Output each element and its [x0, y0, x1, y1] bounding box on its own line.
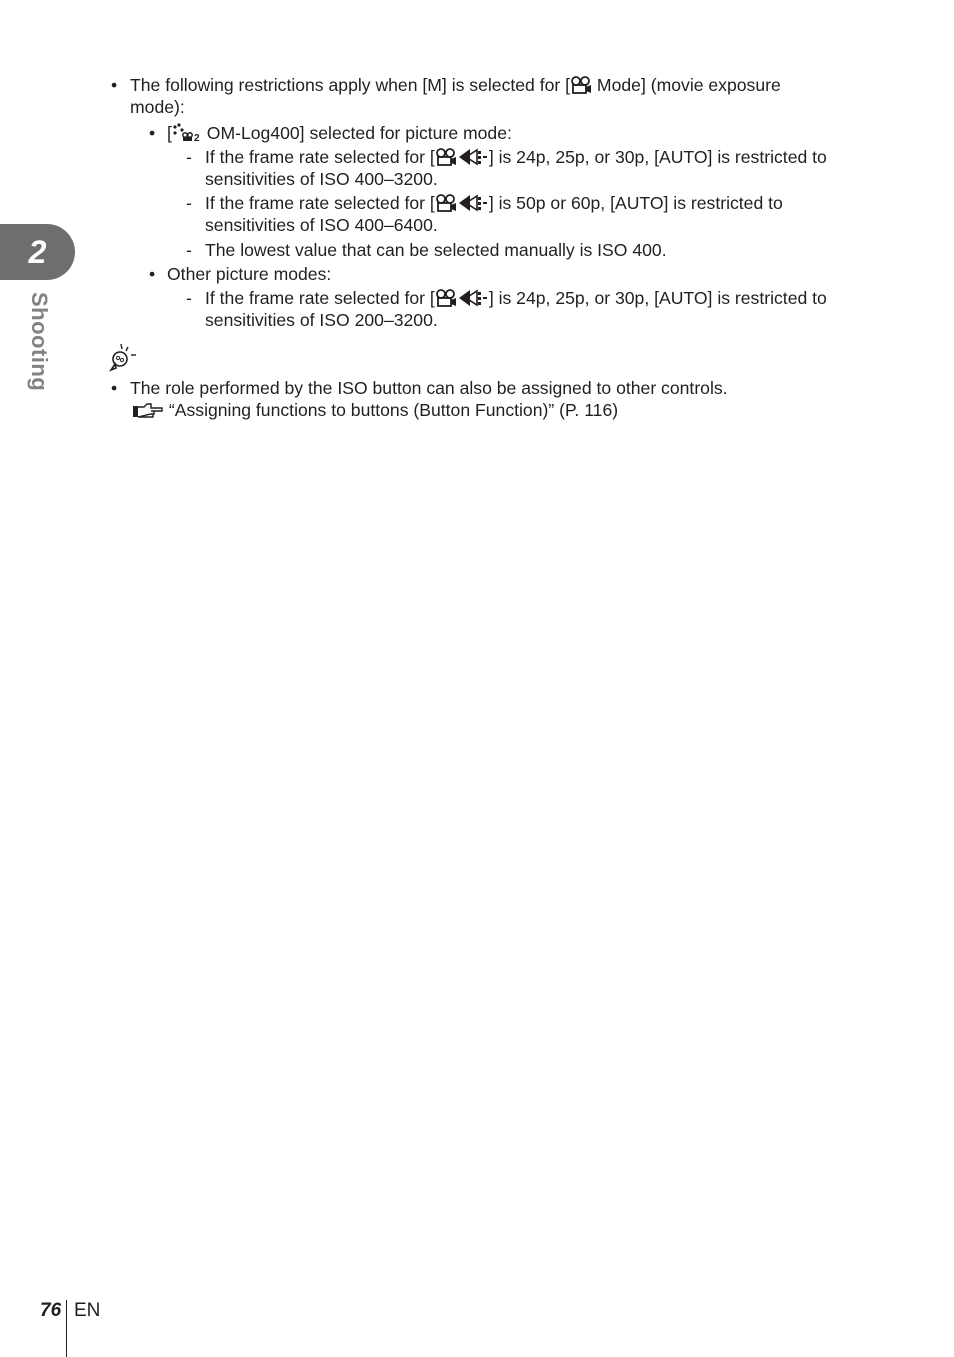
text-line: If the frame rate selected for [ ] is 24p, 25p, or 30p, [AUTO] is restricted to — [205, 146, 827, 171]
text-line: If the frame rate selected for [ ] is 24p, 25p, or 30p, [AUTO] is restricted to — [205, 287, 827, 312]
footer-divider — [66, 1300, 67, 1357]
page-number: 76 — [40, 1300, 62, 1321]
picture-mode-icon — [172, 122, 202, 147]
movie-camera-icon — [435, 289, 457, 312]
text-line: [ 2 OM-Log400] selected for picture mode: — [167, 122, 512, 147]
movie-camera-icon — [570, 76, 592, 99]
frame-rate-icon — [457, 289, 489, 312]
text-line: If the frame rate selected for [ ] is 50p or 60p, [AUTO] is restricted to — [205, 192, 783, 217]
bullet-marker: • — [149, 264, 156, 284]
svg-text:2: 2 — [193, 133, 200, 142]
pointing-hand-icon — [132, 402, 164, 424]
bullet-marker: • — [111, 378, 118, 398]
bullet-marker: • — [111, 75, 118, 95]
text-line: The role performed by the ISO button can also be assigned to other controls. — [130, 378, 728, 398]
chapter-number: 2 — [28, 234, 47, 270]
frame-rate-icon — [457, 148, 489, 171]
dash-marker: - — [186, 240, 192, 260]
text-line: Other picture modes: — [167, 264, 332, 284]
frame-rate-icon — [457, 194, 489, 217]
dash-marker: - — [186, 288, 192, 308]
language-label: EN — [74, 1300, 101, 1321]
text-line: mode): — [130, 97, 185, 117]
chapter-title: Shooting — [27, 292, 52, 392]
dash-marker: - — [186, 147, 192, 167]
movie-camera-icon — [435, 148, 457, 171]
movie-camera-icon — [435, 194, 457, 217]
tip-lightbulb-icon — [106, 342, 140, 379]
text-line: sensitivities of ISO 400–3200. — [205, 169, 438, 189]
text-line: The lowest value that can be selected manually is ISO 400. — [205, 240, 667, 260]
text-line: sensitivities of ISO 200–3200. — [205, 310, 438, 330]
text-line: The following restrictions apply when [M] is selected for [ Mode] (movie exposure — [130, 74, 781, 99]
bullet-marker: • — [149, 123, 156, 143]
cross-reference: “Assigning functions to buttons (Button Function)” (P. 116) — [132, 399, 618, 424]
text-line: sensitivities of ISO 400–6400. — [205, 215, 438, 235]
dash-marker: - — [186, 193, 192, 213]
